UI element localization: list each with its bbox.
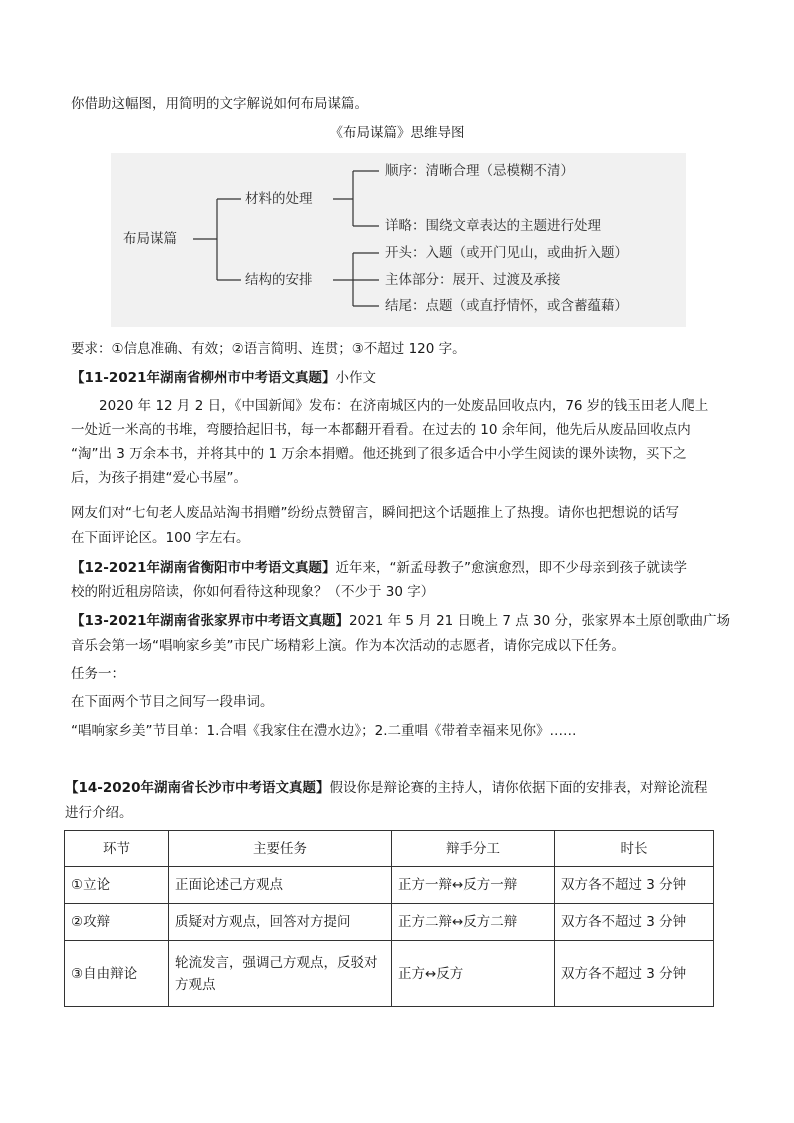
table-cell: 正方一辩↔反方一辩 [392, 867, 555, 904]
table-header: 时长 [555, 831, 714, 867]
q11-paragraph-line: 后，为孩子捐建“爱心书屋”。 [71, 470, 247, 486]
q13-line-2: 音乐会第一场“唱响家乡美”市民广场精彩上演。作为本次活动的志愿者，请你完成以下任务。 [71, 638, 625, 654]
q14-text: 假设你是辩论赛的主持人，请你依据下面的安排表，对辩论流程 [329, 780, 708, 796]
table-cell: 正方↔反方 [392, 941, 555, 1007]
table-cell: 轮流发言，强调己方观点，反驳对方观点 [169, 941, 392, 1007]
table-cell: 质疑对方观点，回答对方提问 [169, 904, 392, 941]
table-row [65, 904, 714, 941]
mindmap-figure [111, 153, 686, 327]
q12-tag: 【12-2021年湖南省衡阳市中考语文真题】 [71, 560, 336, 576]
q11-paragraph-line: 网友们对“七旬老人废品站淘书捐赠”纷纷点赞留言，瞬间把这个话题推上了热搜。请你也把想说的话写 [71, 505, 679, 521]
table-header-row [65, 831, 714, 867]
q14-line-1 [65, 778, 707, 798]
table-cell: ③自由辩论 [65, 941, 169, 1007]
mindmap-caption: 《布局谋篇》思维导图 [329, 125, 465, 141]
mindmap-leaf-ending: 结尾：点题（或直抒情怀，或含蓄蕴藉） [385, 298, 628, 314]
table-cell: 双方各不超过 3 分钟 [555, 867, 714, 904]
mindmap-branch-material: 材料的处理 [245, 191, 313, 207]
q11-title: 小作文 [335, 370, 376, 386]
table-row [65, 941, 714, 1007]
mindmap-leaf-order: 顺序：清晰合理（忌模糊不清） [385, 163, 574, 179]
q12-text: 近年来，“新孟母教子”愈演愈烈，即不少母亲到孩子就读学 [335, 560, 687, 576]
q12-line-1 [71, 558, 687, 578]
table-cell: 双方各不超过 3 分钟 [555, 904, 714, 941]
mindmap-leaf-body: 主体部分：展开、过渡及承接 [385, 272, 561, 288]
q13-line-1 [71, 611, 730, 631]
table-header: 环节 [65, 831, 169, 867]
q13-text: 2021 年 5 月 21 日晚上 7 点 30 分，张家界本土原创歌曲广场 [348, 613, 730, 629]
mindmap-branch-structure: 结构的安排 [245, 272, 313, 288]
table-header: 主要任务 [169, 831, 392, 867]
table-cell: 双方各不超过 3 分钟 [555, 941, 714, 1007]
mindmap-leaf-detail: 详略：围绕文章表达的主题进行处理 [385, 218, 601, 234]
table-cell: 正面论述己方观点 [169, 867, 392, 904]
q13-task-text: 在下面两个节目之间写一段串词。 [71, 694, 274, 710]
q13-program-list: “唱响家乡美”节目单：1.合唱《我家住在澧水边》；2.二重唱《带着幸福来见你》…… [71, 723, 577, 739]
q11-heading [71, 368, 376, 388]
q11-paragraph-line: 一处近一米高的书堆，弯腰拾起旧书，每一本都翻开看看。在过去的 10 余年间，他先后从废品回收点内 [71, 422, 691, 438]
q11-paragraph-line: 在下面评论区。100 字左右。 [71, 530, 250, 546]
q13-tag: 【13-2021年湖南省张家界市中考语文真题】 [71, 613, 349, 629]
mindmap-root: 布局谋篇 [123, 231, 177, 247]
table-row [65, 867, 714, 904]
q11-tag: 【11-2021年湖南省柳州市中考语文真题】 [71, 370, 336, 386]
table-cell: ①立论 [65, 867, 169, 904]
q14-tag: 【14-2020年湖南省长沙市中考语文真题】 [65, 780, 330, 796]
mindmap-leaf-opening: 开头：入题（或开门见山，或曲折入题） [385, 245, 628, 261]
q11-paragraph-line: 2020 年 12 月 2 日，《中国新闻》发布：在济南城区内的一处废品回收点内，76 岁的钱玉田老人爬上 [99, 398, 709, 414]
intro-line: 你借助这幅图，用简明的文字解说如何布局谋篇。 [71, 96, 368, 112]
table-header: 辩手分工 [392, 831, 555, 867]
debate-schedule-table [64, 830, 714, 1007]
q11-paragraph-line: “淘”出 3 万余本书，并将其中的 1 万余本捐赠。他还挑到了很多适合中小学生阅读的课外读物，买下之 [71, 446, 687, 462]
requirement-line: 要求：①信息准确、有效；②语言简明、连贯；③不超过 120 字。 [71, 341, 466, 357]
table-cell: 正方二辩↔反方二辩 [392, 904, 555, 941]
q14-line-2: 进行介绍。 [65, 805, 133, 821]
q13-task-label: 任务一： [71, 666, 125, 682]
table-cell: ②攻辩 [65, 904, 169, 941]
q12-line-2: 校的附近租房陪读，你如何看待这种现象？（不少于 30 字） [71, 584, 435, 600]
